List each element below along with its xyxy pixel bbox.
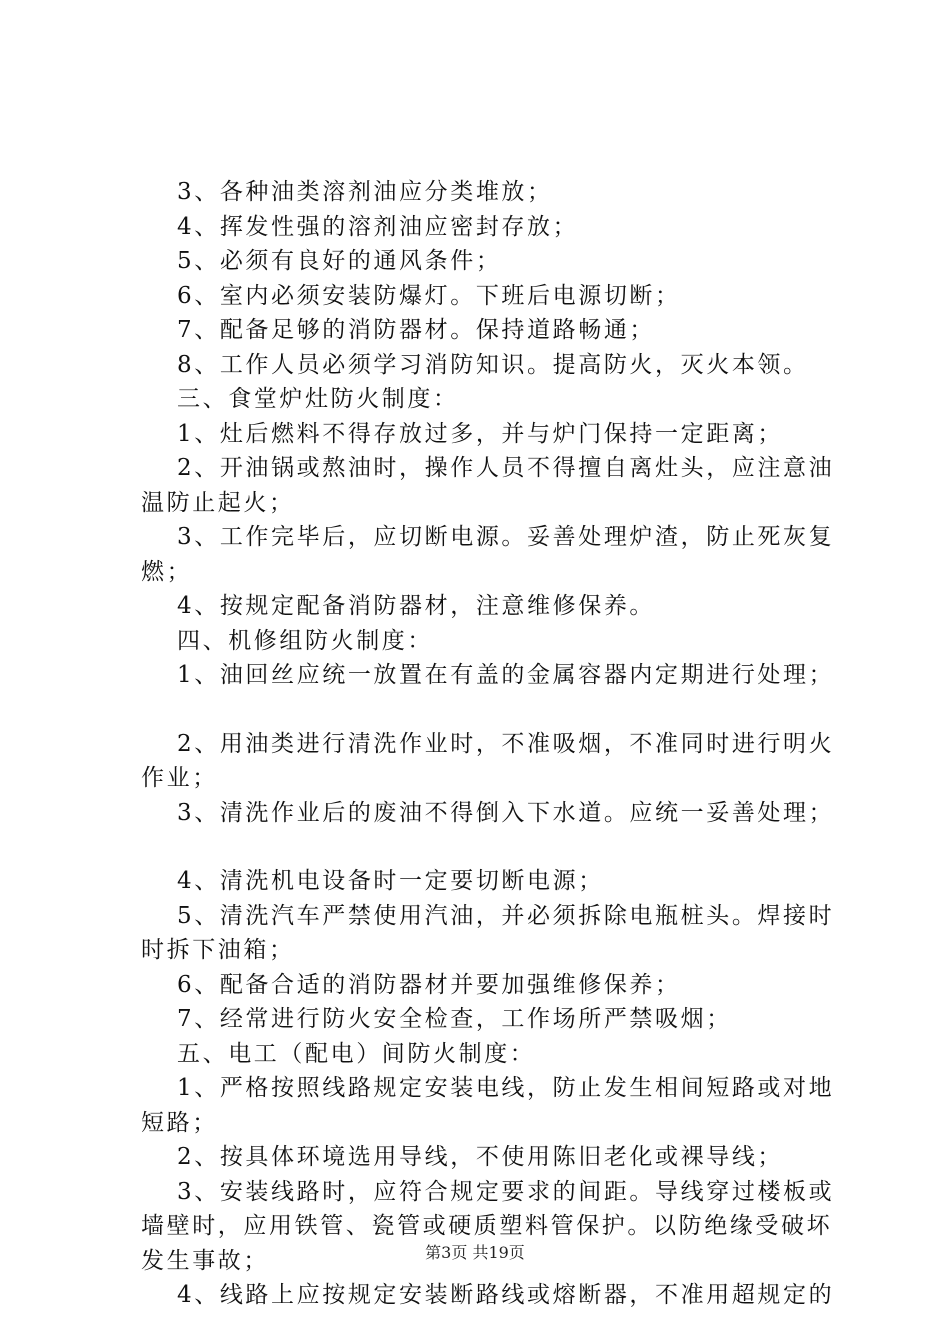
paragraph-electrical-fuse: 4、线路上应按规定安装断路线或熔断器，不准用超规定的 (177, 1282, 835, 1308)
paragraph-repair-power-off: 4、清洗机电设备时一定要切断电源； (177, 868, 604, 894)
document-body (141, 175, 841, 1313)
paragraph-canteen-fuel: 1、灶后燃料不得存放过多，并与炉门保持一定距离； (177, 420, 784, 447)
paragraph-fire-equipment: 7、配备足够的消防器材。保持道路畅通； (177, 317, 656, 343)
paragraph-ventilation: 5、必须有良好的通风条件； (177, 248, 502, 274)
paragraph-electrical-wiring: 1、严格按照线路规定安装电线，防止发生相间短路或对地短路； (141, 1075, 835, 1136)
paragraph-repair-waste-oil: 3、清洗作业后的废油不得倒入下水道。应统一妥善处理； (177, 799, 835, 826)
paragraph-repair-gasoline: 5、清洗汽车严禁使用汽油，并必须拆除电瓶桩头。焊接时时拆下油箱； (141, 902, 835, 963)
paragraph-repair-no-smoking: 2、用油类进行清洗作业时，不准吸烟，不准同时进行明火作业； (141, 730, 835, 791)
paragraph-canteen-oil-pot: 2、开油锅或熬油时，操作人员不得擅自离灶头，应注意油温防止起火； (141, 455, 835, 516)
section-heading-canteen: 三、食堂炉灶防火制度： (177, 386, 459, 412)
section-heading-electrical: 五、电工（配电）间防火制度： (177, 1040, 536, 1067)
section-heading-repair: 四、机修组防火制度： (177, 627, 433, 654)
paragraph-volatile-seal: 4、挥发性强的溶剂油应密封存放； (177, 213, 579, 240)
paragraph-electrical-wire-choice: 2、按具体环境选用导线，不使用陈旧老化或裸导线； (177, 1144, 784, 1170)
paragraph-canteen-power-off: 3、工作完毕后，应切断电源。妥善处理炉渣，防止死灰复燃； (141, 524, 835, 585)
paragraph-explosion-proof-light: 6、室内必须安装防爆灯。下班后电源切断； (177, 282, 681, 309)
paragraph-staff-training: 8、工作人员必须学习消防知识。提高防火，灭火本领。 (177, 351, 809, 378)
paragraph-repair-equipment: 6、配备合适的消防器材并要加强维修保养； (177, 971, 681, 998)
paragraph-repair-inspection: 7、经常进行防火安全检查，工作场所严禁吸烟； (177, 1006, 732, 1032)
paragraph-electrical-spacing: 3、安装线路时，应符合规定要求的间距。导线穿过楼板或墙壁时，应用铁管、瓷管或硬质塑料管保护。以防绝缘受破坏发生事故； (141, 1178, 835, 1274)
page-footer: 第3页 共19页 (425, 1243, 525, 1262)
paragraph-canteen-equipment: 4、按规定配备消防器材，注意维修保养。 (177, 593, 656, 619)
paragraph-oil-sort: 3、各种油类溶剂油应分类堆放； (177, 179, 553, 205)
paragraph-repair-rags: 1、油回丝应统一放置在有盖的金属容器内定期进行处理； (177, 662, 835, 688)
